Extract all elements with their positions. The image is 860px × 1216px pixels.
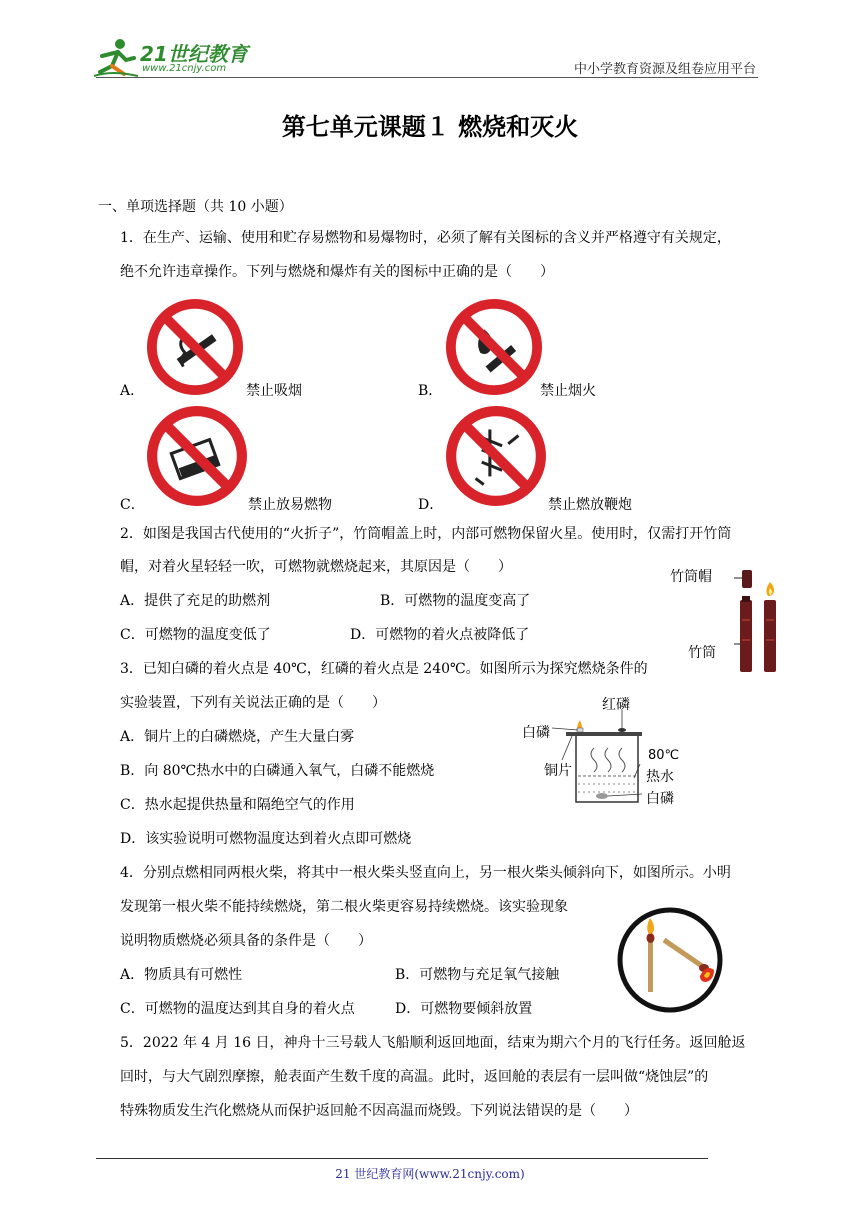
- q4-line2: 发现第一根火柴不能持续燃烧，第二根火柴更容易持续燃烧。该实验现象: [120, 899, 568, 915]
- q2-option-c[interactable]: C．可燃物的温度变低了: [120, 627, 271, 643]
- q1-line1: 1．在生产、运输、使用和贮存易燃物和易爆物时，必须了解有关图标的含义并严格遵守有关规定，: [120, 230, 731, 246]
- no-flammables-sign-icon: [146, 405, 248, 507]
- q1-option-b-letter[interactable]: B．: [418, 383, 443, 399]
- q4-option-c[interactable]: C．可燃物的温度达到其自身的着火点: [120, 1001, 355, 1017]
- q3-line1: 3．已知白磷的着火点是 40℃，红磷的着火点是 240℃。如图所示为探究燃烧条件的: [120, 661, 648, 677]
- q2-line1: 2．如图是我国古代使用的“火折子”，竹筒帽盖上时，内部可燃物保留火星。使用时，仅需打开竹筒: [120, 526, 732, 542]
- page-title: 第七单元课题１ 燃烧和灭火: [281, 113, 579, 141]
- q1-option-c-letter[interactable]: C．: [120, 497, 145, 513]
- q4-option-a[interactable]: A．物质具有可燃性: [120, 967, 243, 983]
- q3-option-a[interactable]: A．铜片上的白磷燃烧，产生大量白雾: [120, 729, 355, 745]
- q4-option-d[interactable]: D．可燃物要倾斜放置: [395, 1001, 533, 1017]
- matches-figure-icon: [614, 904, 726, 1020]
- q4-line3: 说明物质燃烧必须具备的条件是（ ）: [120, 933, 372, 949]
- footer-divider: [96, 1158, 708, 1159]
- runner-logo-icon: [92, 36, 140, 80]
- q2-fig-tube-label: 竹筒: [688, 645, 716, 661]
- q5-line2: 回时，与大气剧烈摩擦，舱表面产生数千度的高温。此时，返回舱的表层有一层叫做“烧蚀层”的: [120, 1069, 709, 1085]
- q3-figure: [522, 690, 692, 810]
- bamboo-tube-icon: [724, 560, 788, 674]
- q2-option-b[interactable]: B．可燃物的温度变高了: [380, 593, 531, 609]
- q1-option-d-letter[interactable]: D．: [418, 497, 444, 513]
- no-firecrackers-sign-icon: [445, 405, 547, 507]
- q1-option-a-caption: 禁止吸烟: [246, 383, 302, 399]
- header-divider: [96, 77, 758, 78]
- q1-line2: 绝不允许违章操作。下列与燃烧和爆炸有关的图标中正确的是（ ）: [120, 264, 554, 280]
- q1-option-c-caption: 禁止放易燃物: [248, 497, 332, 513]
- q1-option-b-caption: 禁止烟火: [540, 383, 596, 399]
- platform-label: 中小学教育资源及组卷应用平台: [573, 62, 756, 77]
- q3-line2: 实验装置，下列有关说法正确的是（ ）: [120, 695, 386, 711]
- q2-figure: [668, 556, 788, 676]
- q3-option-d[interactable]: D．该实验说明可燃物温度达到着火点即可燃烧: [120, 831, 412, 847]
- q4-option-b[interactable]: B．可燃物与充足氧气接触: [395, 967, 560, 983]
- q3-fig-temp: 80℃: [648, 748, 680, 763]
- footer-link[interactable]: 21 世纪教育网(www.21cnjy.com): [335, 1167, 525, 1181]
- q3-fig-hot-water: 热水: [646, 769, 674, 785]
- q2-option-a[interactable]: A．提供了充足的助燃剂: [120, 593, 271, 609]
- logo-brand: 21世纪教育: [140, 42, 248, 66]
- section-heading: 一、单项选择题（共 10 小题）: [98, 199, 293, 215]
- q2-line2: 帽，对着火星轻轻一吹，可燃物就燃烧起来，其原因是（ ）: [120, 559, 512, 575]
- q3-fig-white-phosphorus-2: 白磷: [646, 791, 674, 807]
- q1-option-a-letter[interactable]: A．: [120, 383, 145, 399]
- q1-option-d-caption: 禁止燃放鞭炮: [548, 497, 632, 513]
- q3-fig-white-phosphorus: 白磷: [522, 725, 550, 741]
- q3-fig-red-phosphorus: 红磷: [602, 697, 630, 713]
- q2-fig-cap-label: 竹筒帽: [670, 569, 712, 585]
- q4-line1: 4．分别点燃相同两根火柴，将其中一根火柴头竖直向上，另一根火柴头倾斜向下，如图所示。小明: [120, 865, 731, 881]
- no-smoking-sign-icon: [146, 298, 244, 396]
- logo-url: www.21cnjy.com: [142, 63, 227, 74]
- q3-option-c[interactable]: C．热水起提供热量和隔绝空气的作用: [120, 797, 355, 813]
- site-logo: [92, 36, 262, 80]
- q3-option-b[interactable]: B．向 80℃热水中的白磷通入氧气，白磷不能燃烧: [120, 763, 435, 779]
- q2-option-d[interactable]: D．可燃物的着火点被降低了: [350, 627, 530, 643]
- q5-line1: 5．2022 年 4 月 16 日，神舟十三号载人飞船顺利返回地面，结束为期六个月的飞行任务。返回舱返: [120, 1035, 746, 1051]
- q5-line3: 特殊物质发生汽化燃烧从而保护返回舱不因高温而烧毁。下列说法错误的是（ ）: [120, 1103, 638, 1119]
- q3-fig-copper: 铜片: [544, 763, 572, 779]
- no-fire-sign-icon: [445, 298, 543, 396]
